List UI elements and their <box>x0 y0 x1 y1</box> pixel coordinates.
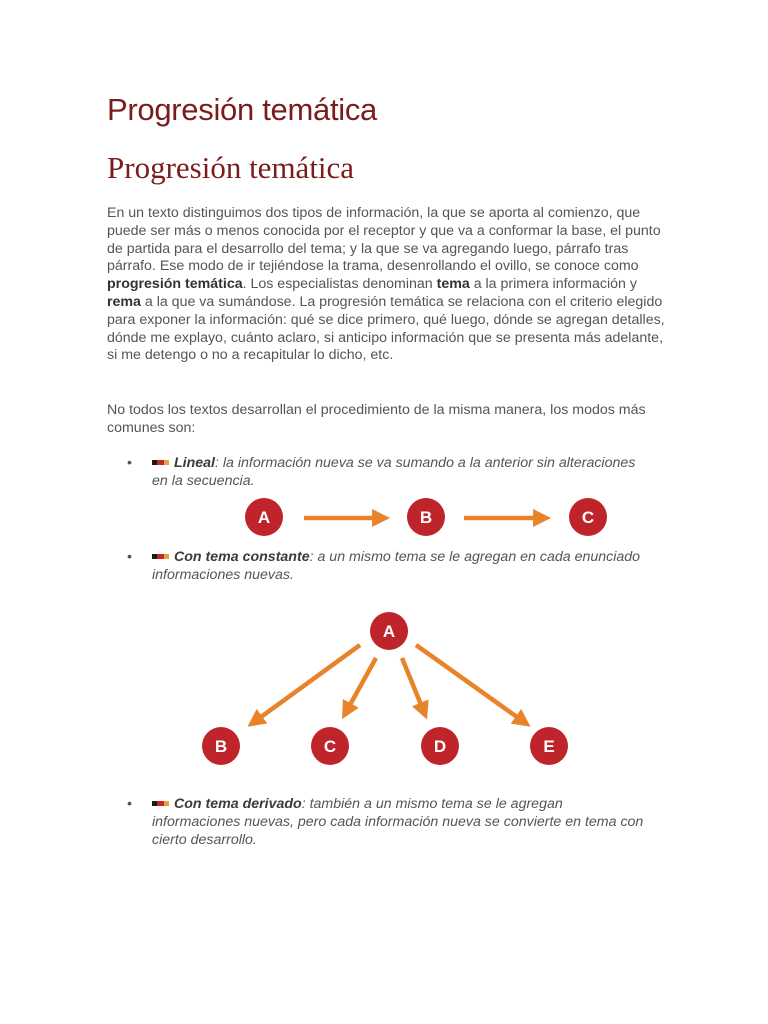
page-title: Progresión temática <box>107 92 377 127</box>
node-label: B <box>214 737 228 756</box>
arrow-a-e <box>416 645 524 722</box>
arrow-a-b <box>254 645 360 722</box>
node-label: A <box>382 622 396 641</box>
intro-text-2: . Los especialistas denominan <box>242 276 437 293</box>
linear-diagram <box>245 498 607 536</box>
node-d <box>421 727 459 765</box>
intro-text-1: En un texto distinguimos dos tipos de información, la que se aporta al comienzo, que puede ser más o menos conocida por el receptor y que va a conformar la base, el punto de partida para el desarrollo del tema; y la que se va agregando luego, párrafo tras párrafo. Ese modo de ir tejiéndose la trama, desenrollando el ovillo, se conoce como <box>107 205 661 275</box>
node-c <box>569 498 607 536</box>
bullet-dot: • <box>127 455 132 471</box>
node-e <box>530 727 568 765</box>
arrow-a-d <box>402 658 424 712</box>
list-term: Con tema derivado <box>174 796 302 812</box>
bullet-dot: • <box>127 549 132 565</box>
intro-text-3: a la primera información y <box>469 276 637 293</box>
list-text: : la información nueva se va sumando a la anterior sin alteraciones en la secuencia. <box>152 455 636 489</box>
node-b <box>407 498 445 536</box>
node-label: A <box>257 508 271 527</box>
term-progresion: progresión temática <box>107 276 243 293</box>
node-c <box>311 727 349 765</box>
arrow-a-c <box>346 658 376 712</box>
node-a <box>245 498 283 536</box>
node-label: C <box>581 508 595 527</box>
modes-paragraph: No todos los textos desarrollan el procedimiento de la misma manera, los modos más comunes son: <box>107 402 646 436</box>
section-title: Progresión temática <box>107 150 355 185</box>
list-text: : también a un mismo tema se le agregan informaciones nuevas, pero cada información nueva se convierte en tema con cierto desarrollo. <box>152 796 644 848</box>
list-term: Lineal <box>174 455 215 471</box>
node-label: C <box>323 737 337 756</box>
term-tema: tema <box>436 276 470 293</box>
node-b <box>202 727 240 765</box>
list-term: Con tema constante <box>174 549 310 565</box>
list-text: : a un mismo tema se le agregan en cada enunciado informaciones nuevas. <box>152 549 641 583</box>
node-a <box>370 612 408 650</box>
node-label: B <box>419 508 433 527</box>
constant-diagram <box>202 612 568 765</box>
bullet-dot: • <box>127 796 132 812</box>
intro-text-4: a la que va sumándose. La progresión temática se relaciona con el criterio elegido para exponer la información: qué se dice primero, qué luego, dónde se agregan detalles, dónde me explayo, cuánto aclaro, si anticipo información que se presenta más adelante, si me detengo o no a recapitular lo dicho, etc. <box>107 293 665 364</box>
node-label: E <box>543 737 555 756</box>
term-rema: rema <box>107 293 141 310</box>
node-label: D <box>433 737 447 756</box>
